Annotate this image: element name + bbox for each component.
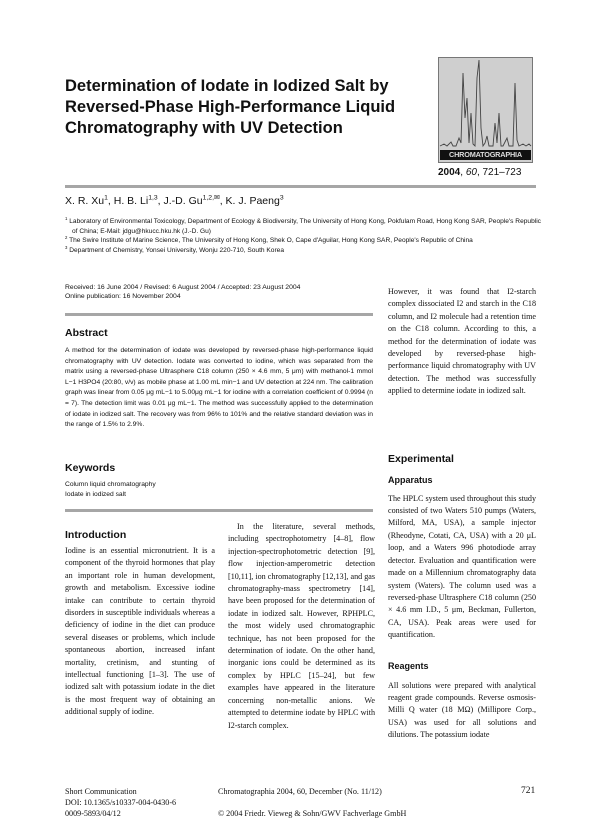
- footer-left: [65, 786, 176, 819]
- divider: [65, 185, 536, 188]
- publication-dates: [65, 283, 300, 301]
- journal-logo: [438, 57, 533, 163]
- received-dates: Received: 16 June 2004 / Revised: 6 August 2004 / Accepted: 23 August 2004: [65, 284, 301, 291]
- right-column: [388, 286, 536, 742]
- page-number: 721: [521, 786, 536, 796]
- keywords-list: [65, 480, 373, 500]
- divider: [65, 509, 373, 512]
- chromatogram-logo-icon: [439, 58, 532, 150]
- affiliations: [65, 217, 545, 255]
- author: X. R. Xu$^1$: [65, 194, 108, 207]
- issn: 0009-5893/04/12: [65, 809, 121, 818]
- affiliation: $^1$ Laboratory of Environmental Toxicology, Department of Ecology & Biodiversity, The University of Hong Kong, Pokfulam Road, Hong Kong SAR, People's Republic of China; E-Mail: jdgu@hkucc.hku.hk (J.-D. Gu): [65, 215, 541, 235]
- abstract-section: [65, 326, 373, 500]
- doi: DOI: 10.1365/s10337-004-0430-6: [65, 798, 177, 807]
- author-list: X. R. Xu$^1$, H. B. Li$^{1,3}$, J.-D. $Gu^{1,2,✉}$, K. J. Paeng$^3$: [65, 194, 284, 207]
- keyword: Column liquid chromatography: [65, 480, 156, 488]
- introduction-paragraph-3: However, it was found that I2-starch complex dissociated I2 and starch in the C18 column, and I2 molecule had a retention time on the C18 column. According to this, a method for the determination of iodate was developed by reversed-phase high-performance liquid chromatography with UV detection. The method was successfully applied to determine iodate in iodized salt.: [388, 287, 536, 396]
- divider: [65, 313, 373, 316]
- author: J.-D. $Gu^{1,2,✉}$: [163, 194, 220, 207]
- article-type: Short Communication: [65, 787, 137, 796]
- author: K. J. Paeng$^3$: [225, 194, 284, 207]
- citation-year: 2004: [438, 167, 461, 178]
- reagents-text: All solutions were prepared with analytical reagent grade compounds. Reverse osmosis-Milli Q water (18 MΩ) (Millipore Corp., USA) was used for all solutions and dilutions. The potassium iodate: [388, 680, 536, 740]
- citation-volume: 60: [465, 167, 477, 178]
- introduction-heading: Introduction: [65, 529, 127, 541]
- abstract-heading: Abstract: [65, 327, 108, 339]
- footer-copyright: © 2004 Friedr. Vieweg & Sohn/GWV Fachverlage GmbH: [218, 809, 407, 818]
- apparatus-heading: Apparatus: [388, 474, 433, 485]
- reagents-heading: Reagents: [388, 660, 429, 671]
- keyword: Iodate in iodized salt: [65, 490, 126, 498]
- apparatus-text: The HPLC system used throughout this study consisted of two Waters 510 pumps (Waters, Milford, MA, USA), a sample injector (Rheodyne, Cotati, CA, USA) with a 20 μL loop, and a Waters 996 photodiode array detector. Evaluation and quantification were made on a Millennium chromatography data system (Waters). The column used was a reversed-phase Ultrasphere C18 column (250 × 4.6 mm I.D., 5 μm, Beckman, Fullerton, CA, USA). Peak areas were used for quantification.: [388, 493, 536, 640]
- citation-pages: 721–723: [482, 167, 522, 178]
- author: H. B. Li$^{1,3}$: [113, 194, 158, 207]
- affiliation: $^3$ Department of Chemistry, Yonsei University, Wonju 220-710, South Korea: [65, 244, 285, 254]
- introduction-paragraph-2: In the literature, several methods, including spectrophotometry [4–8], flow injection-spectrophotometric detection [9], flow injection-amperometric detection [10,11], ion chromatography [12,13], and gas chromatography-mass spectrometry [14], have been proposed for the determination of iodate in iodized salt. However, RPHPLC, the most widely used chromatographic technique, has not been proposed for the determination of iodate. On the other hand, inorganic ions could be determined as its complex by HPLC [15–24], but few examples have appeared in the literature concerning non-metallic anions. We attempted to determine iodate by HPLC with I2-starch complex.: [228, 522, 375, 730]
- online-publication-date: Online publication: 16 November 2004: [65, 293, 181, 300]
- introduction-paragraph-1: Iodine is an essential micronutrient. It is a component of the thyroid hormones that play an important role in human development, growth and metabolism. Excessive iodine intake can contribute to certain thyroid disorders in susceptible individuals whereas a deficiency of iodine in the diet can produce several diseases or problems, which include spontaneous abortion, increased infant mortality, cretinism, and stunting of intellectual functioning [1–3]. The use of iodized salt with potassium iodate in the diet is the most frequent way of obtaining an additional supply of iodine.: [65, 546, 215, 717]
- footer-journal-line: Chromatographia 2004, 60, December (No. 11/12): [218, 787, 382, 796]
- affiliation: $^2$ The Swire Institute of Marine Science, The University of Hong Kong, Shek O, Cape d'Aguilar, Hong Kong SAR, People's Republic of China: [65, 234, 473, 244]
- abstract-text: A method for the determination of iodate was developed by reversed-phase high-performance liquid chromatography with UV detection. Iodate was converted to iodine, which was separated from the matrix using a reversed-phase Ultrasphere C18 column (250 × 4.6 mm, 5 μm) with methanol-1 mmol L−1 H3PO4 (20:80, v/v) as mobile phase at 1.00 mL min−1 and UV detection at 224 nm. The calibration graph was linear from 0.05 μg mL−1 to 5.00μg mL−1 for iodine with a correlation coefficient of 0.9994 (n = 7). The detection limit was 0.01 μg mL−1. The method was successfully applied to the determination of iodate in iodized salt. The recovery was from 96% to 101% and the relative standard deviation was in the range of 1.5% to 2.9%.: [65, 347, 373, 429]
- experimental-heading: Experimental: [388, 452, 454, 465]
- article-title: Determination of Iodate in Iodized Salt by Reversed-Phase High-Performance Liquid Chromatography with UV Detection: [65, 77, 396, 137]
- citation: 2004, 60, 721–723: [438, 167, 522, 178]
- journal-logo-text: CHROMATOGRAPHIA: [440, 150, 531, 160]
- keywords-heading: Keywords: [65, 461, 116, 474]
